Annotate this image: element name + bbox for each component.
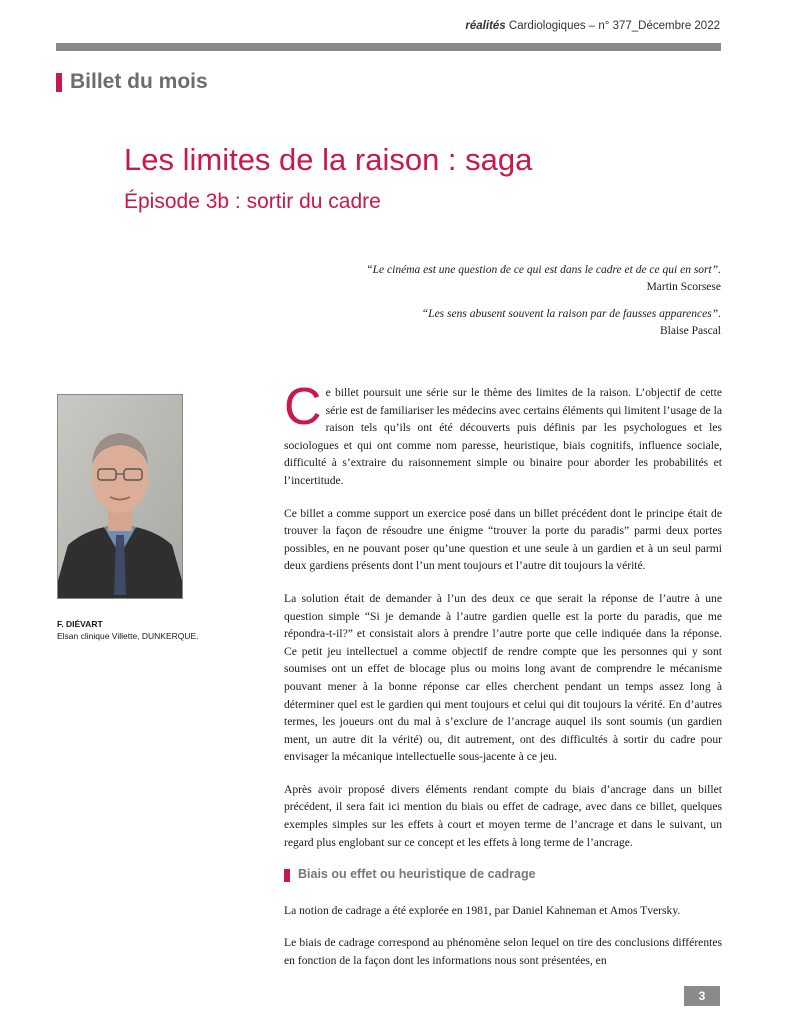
author-affiliation: Elsan clinique Villette, DUNKERQUE. bbox=[57, 631, 199, 641]
author-portrait-image bbox=[58, 395, 182, 598]
paragraph-3: La solution était de demander à l’un des deux ce que serait la réponse de l’autre à une question simple “Si je demande à l’autre gardien quelle est la porte du paradis, que me répondra-t-il?” et consistait alors à prendre l’autre porte que celle indiquée dans la réponse. Ce petit jeu intellectuel a comme objectif de rendre compte que les personnes qui y sont soumises ont un effet de blocage plus ou moins long avant de comprendre le mécanisme pouvant mener à la bonne réponse car elles cherchent pendant un temps assez long à déterminer quel est le gardien qui ment toujours et celui qui dit toujours la vérité. En d’autres termes, les joueurs ont du mal à s’exclure de l’ancrage auquel ils sont soumis (un gardien ment, un autre dit la vérité) ou, dit autrement, ont des difficultés à sortir du cadre pour envisager la mécanique intellectuelle sous-jacente à ce jeu. bbox=[284, 591, 722, 764]
subheading bbox=[284, 866, 722, 884]
drop-cap: C bbox=[284, 378, 322, 436]
page-number: 3 bbox=[684, 986, 720, 1006]
author-name: F. DIÉVART bbox=[57, 619, 103, 629]
epigraph-author: Blaise Pascal bbox=[660, 325, 721, 337]
section-accent-bar bbox=[56, 73, 62, 92]
paragraph-5: La notion de cadrage a été explorée en 1981, par Daniel Kahneman et Amos Tversky. bbox=[284, 903, 681, 917]
section-header bbox=[56, 70, 208, 94]
article-title: Les limites de la raison : saga bbox=[124, 142, 533, 177]
journal-brand: réalités bbox=[465, 20, 506, 32]
article-subtitle: Épisode 3b : sortir du cadre bbox=[124, 190, 381, 213]
author-photo bbox=[57, 394, 183, 599]
author-block bbox=[57, 618, 199, 642]
journal-header bbox=[465, 20, 720, 32]
paragraph-1: Ce billet poursuit une série sur le thème des limites de la raison. L’objectif de cette série est de familiariser les médecins avec certains éléments qui limitent l’usage de la raison tels qu’ils ont été découverts puis définis par les psychologues et les sociologues et qui ont comme nom paresse, heuristique, biais cognitifs, influence sociale, difficulté à s’extraire du raisonnement simple ou binaire pour aborder les probabilités et l’incertitude. bbox=[284, 378, 722, 487]
subheading-text: Biais ou effet ou heuristique de cadrage bbox=[298, 867, 536, 882]
epigraph-author: Martin Scorsese bbox=[646, 281, 721, 293]
epigraph-quote: “Les sens abusent souvent la raison par de fausses apparences”. bbox=[421, 308, 721, 320]
journal-issue: Cardiologiques – n° 377_Décembre 2022 bbox=[508, 20, 720, 32]
epigraph-1 bbox=[366, 262, 721, 296]
top-rule bbox=[56, 43, 721, 51]
epigraph-quote: “Le cinéma est une question de ce qui est dans le cadre et de ce qui en sort”. bbox=[366, 264, 721, 276]
section-label: Billet du mois bbox=[70, 70, 208, 93]
epigraph-2 bbox=[422, 306, 721, 340]
paragraph-6: Le biais de cadrage correspond au phénomène selon lequel on tire des conclusions différentes en fonction de la façon dont les informations nous sont présentées, en bbox=[284, 936, 722, 968]
paragraph-4: Après avoir proposé divers éléments rendant compte du biais d’ancrage dans un billet précédent, il sera fait ici mention du biais ou effet de cadrage, avec dans ce billet, quelques exemples simples sur les effets à court et moyen terme de l’ancrage et dans le suivant, un regard plus englobant sur ce concept et les effets à long terme de l’ancrage. bbox=[284, 782, 722, 849]
subheading-accent-bar bbox=[284, 869, 290, 882]
article-body bbox=[284, 378, 722, 985]
paragraph-2: Ce billet a comme support un exercice posé dans un billet précédent dont le principe était de trouver la façon de résoudre une énigme “trouver la porte du paradis” parmi deux portes possibles, en ne pouvant poser qu’une question et une seule à un gardien et à un seul parmi deux gardiens présents dont l’un ment toujours et l’autre dit toujours la vérité. bbox=[284, 506, 722, 573]
